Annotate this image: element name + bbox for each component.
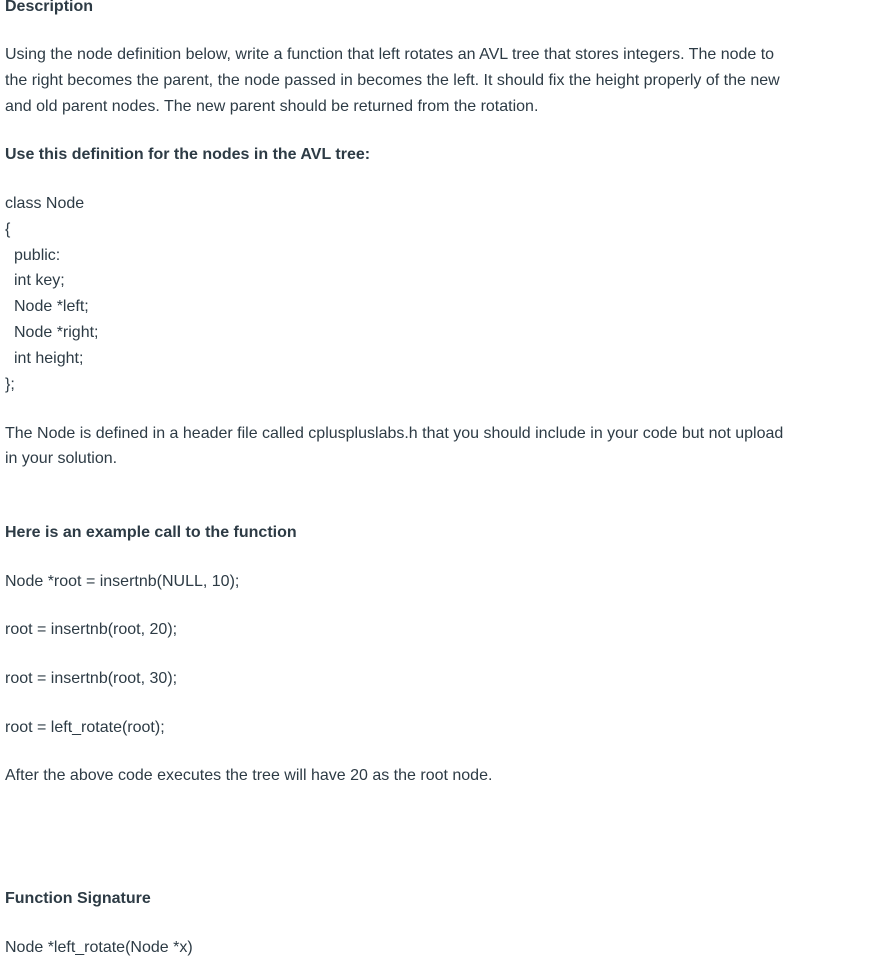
class-line-public: public:	[14, 247, 61, 264]
header-note-line-1: The Node is defined in a header file called cpluspluslabs.h that you should include in your code but not upload	[5, 425, 784, 442]
class-line-right: Node *right;	[14, 324, 99, 341]
intro-line-2: the right becomes the parent, the node passed in becomes the left. It should fix the height properly of the new	[5, 72, 780, 89]
example-line-2: root = insertnb(root, 20);	[5, 621, 178, 638]
intro-line-3: and old parent nodes. The new parent should be returned from the rotation.	[5, 98, 539, 115]
class-line-open-brace: {	[5, 221, 11, 238]
header-note-line-2: in your solution.	[5, 450, 118, 467]
example-line-4: root = left_rotate(root);	[5, 719, 165, 736]
description-heading: Description	[5, 0, 94, 15]
signature-heading: Function Signature	[5, 890, 151, 907]
example-line-3: root = insertnb(root, 30);	[5, 670, 178, 687]
result-text: After the above code executes the tree will have 20 as the root node.	[5, 767, 493, 784]
class-line-left: Node *left;	[14, 298, 89, 315]
intro-line-1: Using the node definition below, write a function that left rotates an AVL tree that stores integers. The node to	[5, 46, 775, 63]
signature-text: Node *left_rotate(Node *x)	[5, 939, 193, 956]
class-line-declaration: class Node	[5, 195, 85, 212]
example-heading: Here is an example call to the function	[5, 524, 297, 541]
class-line-close-brace: };	[5, 376, 15, 393]
definition-heading: Use this definition for the nodes in the AVL tree:	[5, 146, 371, 163]
class-line-height: int height;	[14, 350, 84, 367]
example-line-1: Node *root = insertnb(NULL, 10);	[5, 573, 240, 590]
class-line-key: int key;	[14, 272, 65, 289]
